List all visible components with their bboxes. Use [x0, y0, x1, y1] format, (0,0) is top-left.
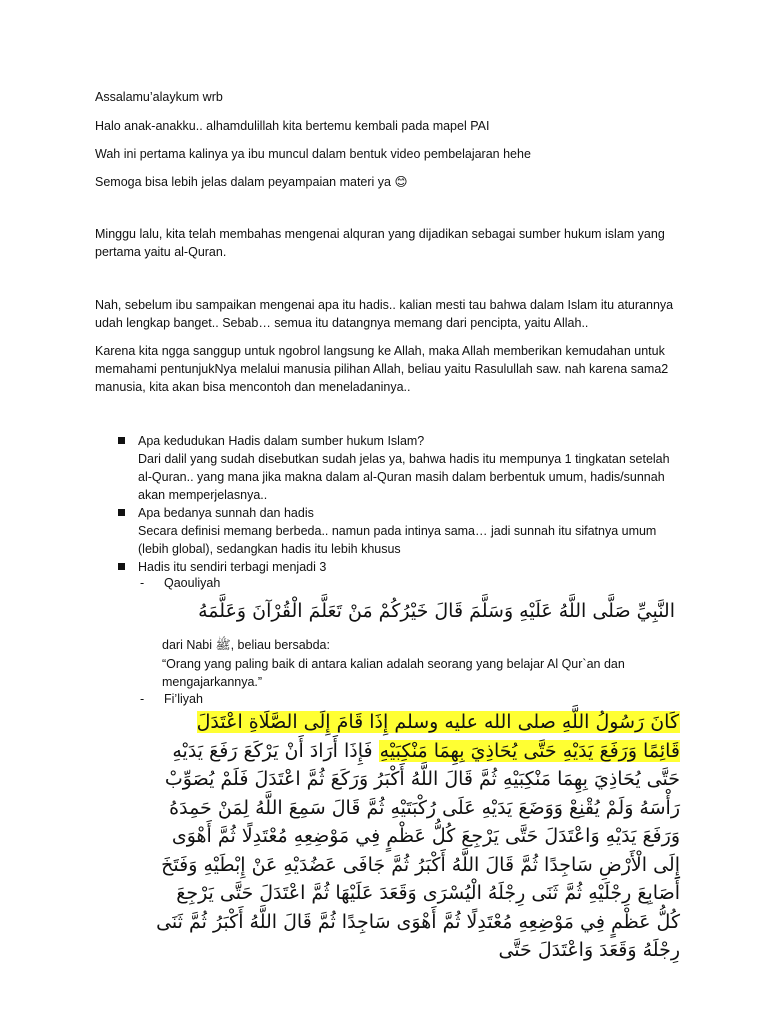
- hadith-translation: “Orang yang paling baik di antara kalian adalah seorang yang belajar Al Qur`an dan mengajarkannya.”: [162, 657, 625, 689]
- dash-bullet: -: [140, 692, 145, 706]
- square-bullet-icon: [118, 509, 125, 516]
- paragraph-intro-hadis: Nah, sebelum ibu sampaikan mengenai apa itu hadis.. kalian mesti tau bahwa dalam Islam itu aturannya udah lengkap banget.. Sebab… semua itu datangnya memang dari pencipta, yaitu Allah..: [95, 298, 674, 330]
- intro-line-1: Halo anak-anakku.. alhamdulillah kita bertemu kembali pada mapel PAI: [95, 119, 490, 133]
- greeting: Assalamu’alaykum wrb: [95, 90, 223, 104]
- square-bullet-icon: [118, 563, 125, 570]
- bullet-list: [118, 432, 678, 576]
- hadith-filiyah-arabic: [155, 708, 680, 965]
- intro-line-3: Semoga bisa lebih jelas dalam peyampaian materi ya 😊: [95, 175, 408, 189]
- bullet-title: Apa bedanya sunnah dan hadis: [138, 506, 314, 520]
- paragraph-previous-lesson: Minggu lalu, kita telah membahas mengenai alquran yang dijadikan sebagai sumber hukum islam yang pertama yaitu al-Quran.: [95, 227, 665, 259]
- bullet-item-kedudukan: [118, 432, 678, 504]
- hadith-source: dari Nabi ﷺ, beliau bersabda:: [162, 638, 330, 652]
- highlighted-text: كَانَ رَسُولُ اللَّهِ صلى الله عليه وسلم إِذَا قَامَ إِلَى الصَّلَاةِ اعْتَدَلَ قَائِمًا وَرَفَعَ يَدَيْهِ حَتَّى يُحَاذِيَ بِهِمَا مَنْكِبَيْهِ: [196, 711, 680, 762]
- bullet-title: Apa kedudukan Hadis dalam sumber hukum Islam?: [138, 434, 425, 448]
- square-bullet-icon: [118, 437, 125, 444]
- bullet-body: Secara definisi memang berbeda.. namun pada intinya sama… jadi sunnah itu sifatnya umum (lebih global), sedangkan hadis itu lebih khusus: [138, 524, 657, 556]
- sub-item-filiyah: [140, 690, 203, 708]
- hadith-qaouliyah-arabic: النَّبِيِّ صَلَّى اللَّهُ عَلَيْهِ وَسَلَّمَ قَالَ خَيْرُكُمْ مَنْ تَعَلَّمَ الْقُرْآنَ وَعَلَّمَهُ: [198, 600, 675, 622]
- paragraph-rasulullah: Karena kita ngga sanggup untuk ngobrol langsung ke Allah, maka Allah memberikan kemudahan untuk memahami pentunjukNya melalui manusia pilihan Allah, beliau yaitu Rasulullah saw. nah karena sama2 manusia, kita akan bisa mencontoh dan meneladaninya..: [95, 344, 669, 394]
- hadith-filiyah-rest: فَإِذَا أَرَادَ أَنْ يَرْكَعَ رَفَعَ يَدَيْهِ حَتَّى يُحَاذِيَ بِهِمَا مَنْكِبَيْهِ ثُمَّ قَالَ اللَّهُ أَكْبَرُ وَرَكَعَ ثُمَّ اعْتَدَلَ فَلَمْ يُصَوِّبْ رَأْسَهُ وَلَمْ يُقْنِعْ وَوَضَعَ يَدَيْهِ عَلَى رُكْبَتَيْهِ ثُمَّ قَالَ سَمِعَ اللَّهُ لِمَنْ حَمِدَهُ وَرَفَعَ يَدَيْهِ وَاعْتَدَلَ حَتَّى يَرْجِعَ كُلُّ عَظْمٍ فِي مَوْضِعِهِ مُعْتَدِلًا ثُمَّ أَهْوَى إِلَى الْأَرْضِ سَاجِدًا ثُمَّ قَالَ اللَّهُ أَكْبَرُ ثُمَّ جَافَى عَضُدَيْهِ عَنْ إِبْطَيْهِ وَفَتَخَ أَصَابِعَ رِجْلَيْهِ ثُمَّ ثَنَى رِجْلَهُ الْيُسْرَى وَقَعَدَ عَلَيْهَا ثُمَّ اعْتَدَلَ حَتَّى يَرْجِعَ كُلُّ عَظْمٍ فِي مَوْضِعِهِ مُعْتَدِلًا ثُمَّ أَهْوَى سَاجِدًا ثُمَّ قَالَ اللَّهُ أَكْبَرُ ثُمَّ ثَنَى رِجْلَهُ وَقَعَدَ وَاعْتَدَلَ حَتَّى: [156, 739, 680, 961]
- sub-item-label: Fi’liyah: [164, 692, 203, 706]
- dash-bullet: -: [140, 576, 145, 590]
- sub-item-qaouliyah: [140, 574, 220, 592]
- intro-line-2: Wah ini pertama kalinya ya ibu muncul dalam bentuk video pembelajaran hehe: [95, 147, 531, 161]
- sub-item-label: Qaouliyah: [164, 576, 221, 590]
- bullet-title: Hadis itu sendiri terbagi menjadi 3: [138, 560, 327, 574]
- bullet-body: Dari dalil yang sudah disebutkan sudah jelas ya, bahwa hadis itu mempunya 1 tingkatan setelah al-Quran.. yang mana jika makna dalam al-Quran masih dalam berbentuk umum, hadis/sunnah akan memperjelasnya..: [138, 452, 670, 502]
- bullet-item-beda: [118, 504, 678, 558]
